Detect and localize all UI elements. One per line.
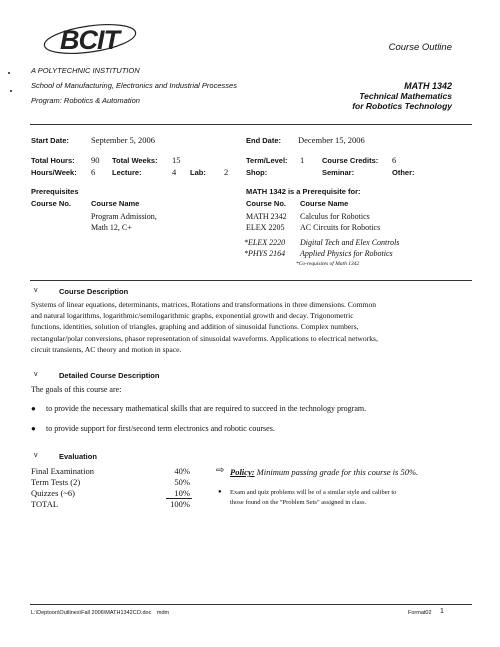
institution-tagline: A POLYTECHNIC INSTITUTION	[31, 66, 140, 75]
lab-label: Lab:	[190, 168, 206, 177]
footer-path	[31, 610, 169, 616]
footer-suffix: mdm	[156, 610, 170, 616]
prereq-for-row-no: *PHYS 2164	[244, 249, 286, 258]
goal-item: to provide support for first/second term electronics and robotic courses.	[46, 424, 275, 433]
other-label: Other:	[392, 168, 415, 177]
bullet: ●	[31, 404, 36, 413]
header-rule	[30, 124, 472, 125]
school-name: School of Manufacturing, Electronics and Industrial Processes	[31, 81, 237, 90]
lecture-label: Lecture:	[112, 168, 142, 177]
course-credits-label: Course Credits:	[322, 156, 379, 165]
program-name: Program: Robotics & Automation	[31, 96, 140, 105]
hours-week-value: 6	[91, 167, 96, 177]
prereq-for-col-no: Course No.	[246, 199, 287, 208]
section-marker: v	[34, 452, 38, 459]
exam-note-line: those found on the "Problem Sets" assigned in class.	[230, 498, 367, 506]
prerequisites-heading: Prerequisites	[31, 187, 79, 196]
course-title-1: Technical Mathematics	[359, 91, 452, 101]
total-weeks-value: 15	[172, 155, 181, 165]
prereq-col-name: Course Name	[91, 199, 140, 208]
logo-text: BCIT	[60, 25, 119, 55]
hours-week-label: Hours/Week:	[31, 168, 77, 177]
term-level-label: Term/Level:	[246, 156, 288, 165]
description-line: rectangular/polar conversions, phasor representation of sinusoidal waveforms. Applications to electrical networks,	[31, 333, 378, 343]
description-line: and natural logarithms, logarithmic/semilogarithmic graphs, exponential growth and decay. Trigonometric	[31, 311, 354, 321]
start-date-label: Start Date:	[31, 136, 69, 145]
shop-label: Shop:	[246, 168, 268, 177]
footer-form: Format02	[408, 610, 432, 616]
total-hours-value: 90	[91, 155, 100, 165]
eval-total-label: TOTAL	[31, 499, 59, 509]
exam-note	[230, 488, 396, 507]
eval-total-value: 100%	[170, 499, 190, 509]
prereq-col-no: Course No.	[31, 199, 72, 208]
eval-value: 40%	[174, 466, 190, 476]
goal-item: to provide the necessary mathematical skills that are required to succeed in the technology program.	[46, 404, 367, 413]
total-weeks-label: Total Weeks:	[112, 156, 158, 165]
evaluation-heading: Evaluation	[59, 452, 97, 461]
corequisite-note: *Co-requisites of Math 1342	[296, 261, 360, 267]
end-date-value: December 15, 2006	[298, 135, 365, 145]
policy-label: Policy:	[230, 467, 255, 477]
detailed-description-heading: Detailed Course Description	[59, 371, 160, 380]
bcit-logo	[40, 22, 140, 56]
course-code: MATH 1342	[404, 81, 452, 91]
total-hours-label: Total Hours:	[31, 156, 75, 165]
section-marker: v	[34, 371, 38, 378]
description-line: Systems of linear equations, determinants, matrices, Rotations and transformations in three dimensions. Common	[31, 300, 377, 309]
prereq-for-row-name: AC Circuits for Robotics	[300, 223, 381, 232]
footer-rule	[30, 604, 472, 605]
description-line: functions, identities, solution of triangles, graphing and addition of sinusoidal functions. Complex numbers,	[31, 322, 359, 332]
page-number: 1	[440, 608, 444, 615]
eval-value: 50%	[174, 477, 190, 487]
prereq-for-row-name: Calculus for Robotics	[300, 212, 370, 221]
seminar-label: Seminar:	[322, 168, 355, 177]
lab-value: 2	[224, 167, 229, 177]
prereq-name-2: Math 12, C+	[91, 223, 132, 232]
course-description-text	[31, 299, 476, 355]
eval-label: Term Tests (2)	[31, 477, 81, 487]
bullet: ●	[31, 424, 36, 433]
eval-value: 10%	[174, 488, 190, 498]
exam-note-line: Exam and quiz problems will be of a similar style and caliber to	[230, 489, 397, 496]
prereq-for-row-name: Digital Tech and Elex Controls	[300, 238, 400, 247]
end-date-label: End Date:	[246, 136, 282, 145]
scan-speck	[8, 72, 10, 74]
prereq-for-row-no: MATH 2342	[246, 212, 287, 221]
term-level-value: 1	[300, 155, 305, 165]
lecture-value: 4	[172, 167, 177, 177]
prereq-for-row-name: Applied Physics for Robotics	[300, 249, 393, 258]
policy-line	[230, 467, 418, 477]
policy-text: Minimum passing grade for this course is 50%.	[256, 467, 419, 477]
section-rule	[30, 280, 472, 281]
description-line: circuit transients, AC theory and motion in space.	[31, 344, 182, 354]
section-marker: v	[34, 287, 38, 294]
scan-speck	[10, 90, 12, 92]
course-title-2: for Robotics Technology	[352, 101, 452, 111]
bullet: ●	[218, 489, 222, 495]
goals-intro: The goals of this course are:	[31, 385, 122, 394]
footer-file-path: L:\Deptoon\Outlines\Fall 2006\MATH1342CO.doc	[31, 610, 152, 616]
doc-type: Course Outline	[388, 42, 452, 53]
course-credits-value: 6	[392, 155, 397, 165]
course-description-heading: Course Description	[59, 287, 129, 296]
eval-label: Quizzes (~6)	[31, 488, 76, 498]
arrow-right-icon: ⇨	[216, 465, 225, 476]
start-date-value: September 5, 2006	[91, 135, 155, 145]
prereq-for-row-no: *ELEX 2220	[244, 238, 286, 247]
prereq-name-1: Program Admission,	[91, 212, 157, 221]
prereq-for-col-name: Course Name	[300, 199, 349, 208]
prereq-for-heading: MATH 1342 is a Prerequisite for:	[246, 187, 361, 196]
prereq-for-row-no: ELEX 2205	[246, 223, 285, 232]
eval-label: Final Examination	[31, 466, 95, 476]
